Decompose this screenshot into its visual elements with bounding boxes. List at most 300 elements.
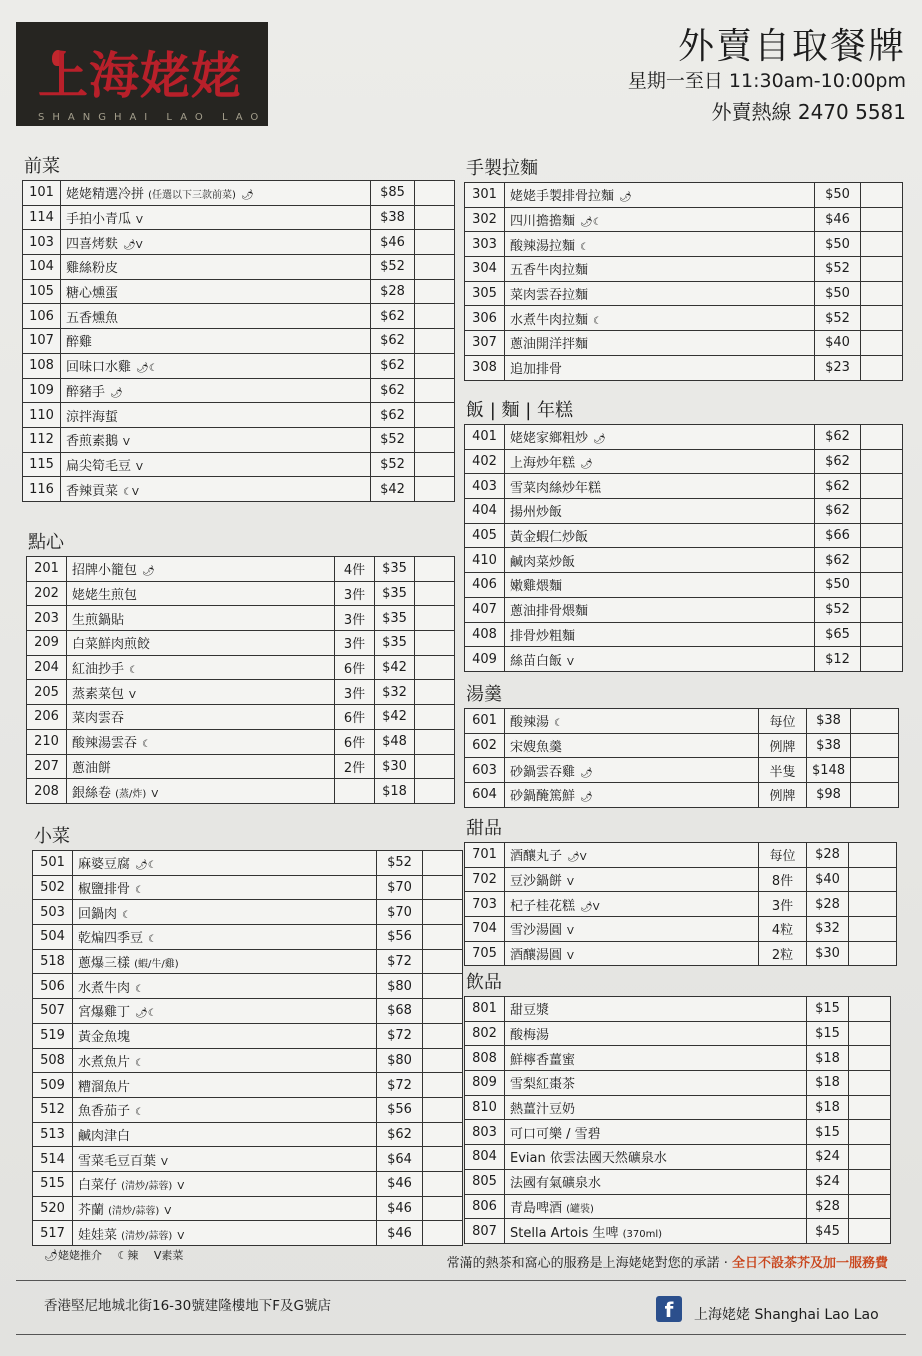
item-code: 404 <box>465 499 505 524</box>
menu-item-row[interactable] <box>465 183 903 208</box>
quantity-box[interactable] <box>415 329 455 354</box>
quantity-box[interactable] <box>415 353 455 378</box>
menu-item-row[interactable] <box>465 548 903 573</box>
item-tag-icons: 🌶☾ <box>136 363 158 375</box>
quantity-box[interactable] <box>415 729 455 754</box>
item-name: Evian 依雲法國天然礦泉水 <box>510 1151 667 1167</box>
quantity-box[interactable] <box>415 279 455 304</box>
quantity-box[interactable] <box>849 1046 891 1071</box>
item-code: 112 <box>23 427 61 452</box>
menu-item-row[interactable] <box>465 355 903 380</box>
item-tag-icons: 🌶 <box>580 459 593 471</box>
menu-item-row[interactable] <box>23 230 455 255</box>
quantity-box[interactable] <box>415 557 455 582</box>
item-tag-icons: V <box>567 877 574 889</box>
item-name: 蒸素菜包 <box>72 686 125 702</box>
menu-item-row[interactable] <box>465 1194 891 1219</box>
item-name-cell <box>61 304 371 329</box>
menu-item-row[interactable] <box>33 949 463 974</box>
menu-item-row[interactable] <box>465 1145 891 1170</box>
quantity-box[interactable] <box>849 1021 891 1046</box>
item-price: $30 <box>375 754 415 779</box>
menu-item-row[interactable] <box>465 1046 891 1071</box>
item-tag-icons: 🌶☾ <box>580 217 602 229</box>
item-code: 702 <box>465 867 505 892</box>
item-price: $46 <box>815 207 861 232</box>
item-code: 515 <box>33 1171 73 1196</box>
item-portion: 3件 <box>335 680 375 705</box>
quantity-box[interactable] <box>415 655 455 680</box>
menu-item-row[interactable] <box>465 709 899 734</box>
item-code: 308 <box>465 355 505 380</box>
footer-divider <box>16 1280 906 1281</box>
quantity-box[interactable] <box>849 1071 891 1096</box>
quantity-box[interactable] <box>415 477 455 502</box>
item-code: 808 <box>465 1046 505 1071</box>
menu-item-row[interactable] <box>465 758 899 783</box>
section-title: 飯 | 麵 | 年糕 <box>466 400 574 421</box>
quantity-box[interactable] <box>861 474 903 499</box>
quantity-box[interactable] <box>861 257 903 282</box>
item-code: 207 <box>27 754 67 779</box>
item-name: 蔥油餅 <box>72 760 112 776</box>
item-name: 雪菜毛豆百葉 <box>78 1153 157 1169</box>
quantity-box[interactable] <box>423 1023 463 1048</box>
quantity-box[interactable] <box>849 1169 891 1194</box>
quantity-box[interactable] <box>861 425 903 450</box>
item-name-cell <box>505 548 815 573</box>
menu-item-row[interactable] <box>33 851 463 876</box>
item-code: 401 <box>465 425 505 450</box>
item-name: 水煮牛肉拉麵 <box>510 312 589 328</box>
quantity-box[interactable] <box>423 1048 463 1073</box>
item-price: $62 <box>371 378 415 403</box>
item-code: 804 <box>465 1145 505 1170</box>
facebook-page-name[interactable]: 上海姥姥 Shanghai Lao Lao <box>694 1307 879 1323</box>
quantity-box[interactable] <box>861 183 903 208</box>
item-code: 506 <box>33 974 73 999</box>
item-name: 可口可樂 / 雪碧 <box>510 1126 601 1142</box>
quantity-box[interactable] <box>423 949 463 974</box>
menu-item-row[interactable] <box>465 306 903 331</box>
item-price: $50 <box>815 281 861 306</box>
item-price: $70 <box>377 900 423 925</box>
section-handmade-noodles <box>464 156 903 381</box>
item-price: $42 <box>375 705 415 730</box>
item-price: $38 <box>807 709 851 734</box>
item-tag-icons: V <box>177 1230 185 1242</box>
item-price: $70 <box>377 875 423 900</box>
menu-item-row[interactable] <box>23 353 455 378</box>
item-name: 酸辣湯拉麵 <box>510 238 576 254</box>
menu-item-row[interactable] <box>33 1171 463 1196</box>
item-name-cell <box>505 474 815 499</box>
menu-item-row[interactable] <box>465 1219 891 1244</box>
quantity-box[interactable] <box>849 867 897 892</box>
quantity-box[interactable] <box>861 449 903 474</box>
item-name: 麻婆豆腐 <box>78 857 131 873</box>
menu-item-row[interactable] <box>465 622 903 647</box>
quantity-box[interactable] <box>415 230 455 255</box>
item-price: $65 <box>815 622 861 647</box>
item-name-cell <box>67 606 335 631</box>
quantity-box[interactable] <box>423 851 463 876</box>
menu-item-row[interactable] <box>33 925 463 950</box>
menu-item-row[interactable] <box>27 729 455 754</box>
item-price: $98 <box>807 783 851 808</box>
menu-item-row[interactable] <box>23 205 455 230</box>
menu-item-row[interactable] <box>23 403 455 428</box>
item-tag-icons: ☾ <box>129 665 138 677</box>
item-price: $15 <box>807 1021 849 1046</box>
quantity-box[interactable] <box>861 207 903 232</box>
item-code: 209 <box>27 631 67 656</box>
item-code: 405 <box>465 523 505 548</box>
item-code: 518 <box>33 949 73 974</box>
section-title: 點心 <box>28 532 64 553</box>
item-name-cell <box>505 306 815 331</box>
menu-item-row[interactable] <box>465 867 897 892</box>
item-portion: 8件 <box>759 867 807 892</box>
item-code: 407 <box>465 597 505 622</box>
item-portion: 6件 <box>335 655 375 680</box>
item-tag-icons: V <box>567 951 574 963</box>
quantity-box[interactable] <box>415 754 455 779</box>
menu-item-row[interactable] <box>465 523 903 548</box>
quantity-box[interactable] <box>423 1122 463 1147</box>
item-name-cell <box>73 851 377 876</box>
quantity-box[interactable] <box>415 680 455 705</box>
menu-item-row[interactable] <box>33 999 463 1024</box>
item-price: $72 <box>377 1023 423 1048</box>
quantity-box[interactable] <box>423 1073 463 1098</box>
item-name: 豆沙鍋餅 <box>510 874 563 890</box>
menu-item-row[interactable] <box>23 329 455 354</box>
item-name-cell <box>505 1145 807 1170</box>
item-name-cell <box>73 999 377 1024</box>
item-tag-icons: ☾ <box>593 315 602 327</box>
quantity-box[interactable] <box>861 548 903 573</box>
menu-item-row[interactable] <box>465 499 903 524</box>
item-code: 508 <box>33 1048 73 1073</box>
menu-item-row[interactable] <box>465 474 903 499</box>
quantity-box[interactable] <box>415 427 455 452</box>
quantity-box[interactable] <box>861 523 903 548</box>
item-name-cell <box>505 355 815 380</box>
item-price: $85 <box>371 181 415 206</box>
item-price: $56 <box>377 1097 423 1122</box>
item-price: $35 <box>375 631 415 656</box>
quantity-box[interactable] <box>861 232 903 257</box>
menu-item-row[interactable] <box>465 647 903 672</box>
quantity-box[interactable] <box>415 452 455 477</box>
menu-item-row[interactable] <box>33 1122 463 1147</box>
item-name-cell <box>505 232 815 257</box>
quantity-box[interactable] <box>849 1095 891 1120</box>
menu-item-row[interactable] <box>33 974 463 999</box>
menu-item-row[interactable] <box>33 900 463 925</box>
item-portion: 例牌 <box>759 783 807 808</box>
menu-item-row[interactable] <box>33 875 463 900</box>
legend-recommend: 🌶姥姥推介 <box>44 1249 102 1262</box>
quantity-box[interactable] <box>851 783 899 808</box>
item-code: 203 <box>27 606 67 631</box>
menu-item-row[interactable] <box>465 917 897 942</box>
item-price: $62 <box>815 474 861 499</box>
item-portion: 2粒 <box>759 941 807 966</box>
page-title: 外賣自取餐牌 <box>677 26 906 67</box>
item-price: $50 <box>815 573 861 598</box>
item-name: 銀絲卷 <box>72 785 112 801</box>
menu-item-row[interactable] <box>465 281 903 306</box>
menu-item-row[interactable] <box>465 1071 891 1096</box>
menu-item-row[interactable] <box>23 181 455 206</box>
quantity-box[interactable] <box>415 581 455 606</box>
item-price: $42 <box>371 477 415 502</box>
item-name-cell <box>73 925 377 950</box>
section-small-dishes <box>32 824 463 1246</box>
menu-item-row[interactable] <box>27 655 455 680</box>
menu-table <box>464 842 897 966</box>
item-price: $72 <box>377 1073 423 1098</box>
item-name-cell <box>67 655 335 680</box>
quantity-box[interactable] <box>415 631 455 656</box>
menu-item-row[interactable] <box>27 557 455 582</box>
item-code: 701 <box>465 843 505 868</box>
item-price: $46 <box>377 1221 423 1246</box>
menu-item-row[interactable] <box>465 1169 891 1194</box>
quantity-box[interactable] <box>861 622 903 647</box>
item-name-cell <box>73 900 377 925</box>
menu-item-row[interactable] <box>465 733 899 758</box>
menu-item-row[interactable] <box>27 606 455 631</box>
item-tag-icons: V <box>136 215 143 227</box>
item-code: 110 <box>23 403 61 428</box>
quantity-box[interactable] <box>849 1219 891 1244</box>
item-name: 雪沙湯圓 <box>510 923 563 939</box>
menu-item-row[interactable] <box>33 1097 463 1122</box>
quantity-box[interactable] <box>849 1194 891 1219</box>
menu-item-row[interactable] <box>465 331 903 356</box>
menu-item-row[interactable] <box>27 581 455 606</box>
menu-item-row[interactable] <box>465 207 903 232</box>
item-name: 鹹肉津白 <box>78 1128 131 1144</box>
quantity-box[interactable] <box>423 999 463 1024</box>
item-name-cell <box>61 181 371 206</box>
menu-item-row[interactable] <box>465 892 897 917</box>
menu-item-row[interactable] <box>465 425 903 450</box>
quantity-box[interactable] <box>415 606 455 631</box>
item-price: $18 <box>807 1046 849 1071</box>
menu-item-row[interactable] <box>465 597 903 622</box>
item-name: 回鍋肉 <box>78 906 118 922</box>
quantity-box[interactable] <box>861 306 903 331</box>
item-code: 105 <box>23 279 61 304</box>
item-name: 熱薑汁豆奶 <box>510 1102 576 1118</box>
quantity-box[interactable] <box>849 843 897 868</box>
item-name-cell <box>67 705 335 730</box>
item-name: 糖心燻蛋 <box>66 286 119 302</box>
service-promise <box>447 1252 888 1271</box>
quantity-box[interactable] <box>849 1145 891 1170</box>
menu-item-row[interactable] <box>23 427 455 452</box>
menu-item-row[interactable] <box>465 941 897 966</box>
item-name: 酸辣湯 <box>510 715 550 731</box>
item-price: $62 <box>815 449 861 474</box>
item-price: $52 <box>377 851 423 876</box>
item-name-cell <box>61 329 371 354</box>
quantity-box[interactable] <box>861 355 903 380</box>
menu-item-row[interactable] <box>465 232 903 257</box>
menu-table <box>22 180 455 502</box>
item-name: 蔥爆三樣 <box>78 956 131 972</box>
quantity-box[interactable] <box>849 892 897 917</box>
item-name-cell <box>61 477 371 502</box>
item-name-cell <box>505 257 815 282</box>
menu-item-row[interactable] <box>23 477 455 502</box>
menu-item-row[interactable] <box>33 1221 463 1246</box>
menu-item-row[interactable] <box>33 1073 463 1098</box>
item-name-cell <box>73 1048 377 1073</box>
quantity-box[interactable] <box>423 1196 463 1221</box>
quantity-box[interactable] <box>861 281 903 306</box>
item-code: 809 <box>465 1071 505 1096</box>
quantity-box[interactable] <box>423 974 463 999</box>
section-title: 前菜 <box>24 156 60 177</box>
item-name-cell <box>505 783 759 808</box>
quantity-box[interactable] <box>849 1120 891 1145</box>
item-tag-icons: 🌶 <box>580 792 593 804</box>
item-name: 醉雞 <box>66 335 93 351</box>
quantity-box[interactable] <box>849 917 897 942</box>
quantity-box[interactable] <box>423 900 463 925</box>
quantity-box[interactable] <box>849 997 891 1022</box>
item-name-cell <box>67 754 335 779</box>
quantity-box[interactable] <box>851 733 899 758</box>
quantity-box[interactable] <box>849 941 897 966</box>
item-price: $38 <box>807 733 851 758</box>
item-price: $50 <box>815 183 861 208</box>
item-note: (清炒/蒜蓉) <box>108 1205 160 1217</box>
menu-item-row[interactable] <box>33 1196 463 1221</box>
item-price: $66 <box>815 523 861 548</box>
menu-item-row[interactable] <box>465 449 903 474</box>
menu-item-row[interactable] <box>465 1021 891 1046</box>
item-name-cell <box>73 1073 377 1098</box>
item-code: 307 <box>465 331 505 356</box>
quantity-box[interactable] <box>423 875 463 900</box>
menu-item-row[interactable] <box>27 779 455 804</box>
item-code: 519 <box>33 1023 73 1048</box>
quantity-box[interactable] <box>423 1097 463 1122</box>
quantity-box[interactable] <box>423 925 463 950</box>
item-name: 追加排骨 <box>510 362 563 378</box>
quantity-box[interactable] <box>861 499 903 524</box>
item-name-cell <box>61 452 371 477</box>
quantity-box[interactable] <box>423 1221 463 1246</box>
quantity-box[interactable] <box>861 573 903 598</box>
menu-item-row[interactable] <box>27 631 455 656</box>
quantity-box[interactable] <box>415 378 455 403</box>
quantity-box[interactable] <box>415 705 455 730</box>
item-price: $46 <box>377 1171 423 1196</box>
quantity-box[interactable] <box>415 403 455 428</box>
menu-item-row[interactable] <box>27 705 455 730</box>
item-name-cell <box>73 1122 377 1147</box>
menu-item-row[interactable] <box>465 573 903 598</box>
quantity-box[interactable] <box>415 304 455 329</box>
menu-item-row[interactable] <box>465 843 897 868</box>
quantity-box[interactable] <box>851 758 899 783</box>
item-code: 504 <box>33 925 73 950</box>
quantity-box[interactable] <box>423 1171 463 1196</box>
menu-item-row[interactable] <box>33 1023 463 1048</box>
item-price: $148 <box>807 758 851 783</box>
menu-item-row[interactable] <box>33 1048 463 1073</box>
item-name: 砂鍋雲吞雞 <box>510 764 576 780</box>
quantity-box[interactable] <box>851 709 899 734</box>
menu-item-row[interactable] <box>27 754 455 779</box>
item-price: $62 <box>371 403 415 428</box>
menu-item-row[interactable] <box>465 1120 891 1145</box>
item-code: 513 <box>33 1122 73 1147</box>
item-tag-icons: V <box>161 1156 168 1168</box>
item-name: 香辣貢菜 <box>66 483 119 499</box>
item-name-cell <box>505 499 815 524</box>
item-name-cell <box>505 867 759 892</box>
item-name-cell <box>505 1071 807 1096</box>
quantity-box[interactable] <box>861 647 903 672</box>
item-name-cell <box>61 353 371 378</box>
item-name-cell <box>73 875 377 900</box>
menu-item-row[interactable] <box>23 378 455 403</box>
menu-item-row[interactable] <box>465 257 903 282</box>
item-name-cell <box>73 1147 377 1172</box>
quantity-box[interactable] <box>415 255 455 280</box>
item-tag-icons: 🌶 <box>110 387 123 399</box>
item-name: 法國有氣礦泉水 <box>510 1176 602 1192</box>
quantity-box[interactable] <box>415 181 455 206</box>
quantity-box[interactable] <box>423 1147 463 1172</box>
menu-item-row[interactable] <box>465 783 899 808</box>
menu-item-row[interactable] <box>23 255 455 280</box>
menu-item-row[interactable] <box>465 997 891 1022</box>
item-code: 205 <box>27 680 67 705</box>
item-name-cell <box>67 631 335 656</box>
menu-item-row[interactable] <box>27 680 455 705</box>
menu-item-row[interactable] <box>23 304 455 329</box>
menu-item-row[interactable] <box>33 1147 463 1172</box>
item-code: 208 <box>27 779 67 804</box>
quantity-box[interactable] <box>861 597 903 622</box>
menu-item-row[interactable] <box>465 1095 891 1120</box>
quantity-box[interactable] <box>415 779 455 804</box>
item-price: $32 <box>807 917 849 942</box>
quantity-box[interactable] <box>415 205 455 230</box>
menu-item-row[interactable] <box>23 279 455 304</box>
item-code: 517 <box>33 1221 73 1246</box>
section-drinks <box>464 970 891 1244</box>
item-tag-icons: 🌶V <box>580 901 600 913</box>
menu-item-row[interactable] <box>23 452 455 477</box>
item-code: 601 <box>465 709 505 734</box>
item-portion: 6件 <box>335 729 375 754</box>
quantity-box[interactable] <box>861 331 903 356</box>
item-name-cell <box>505 917 759 942</box>
item-portion: 6件 <box>335 705 375 730</box>
item-code: 103 <box>23 230 61 255</box>
item-note: (蝦/牛/雞) <box>134 959 179 971</box>
